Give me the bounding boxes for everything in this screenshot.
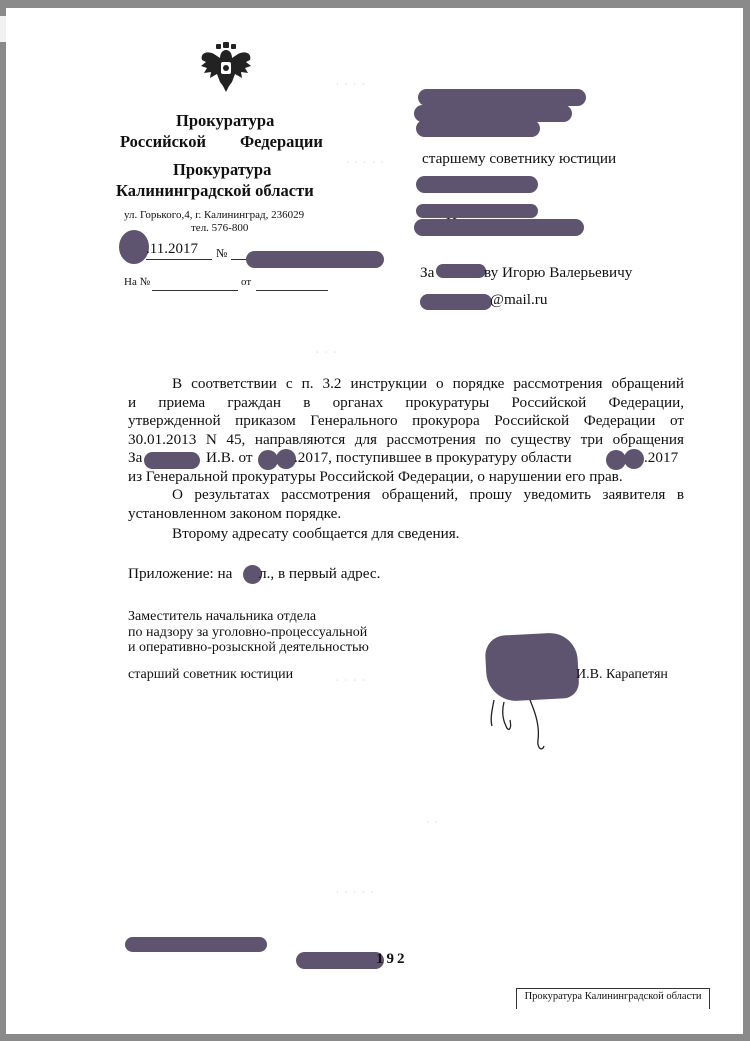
attachment-a: Приложение: на	[128, 565, 233, 582]
redaction-email	[420, 294, 492, 310]
body-p2-line-1: О результатах рассмотрения обращений, прошу уведомить заявителя в	[172, 486, 684, 503]
ref-label: На №	[124, 276, 151, 288]
redaction-date-1b	[276, 449, 296, 469]
addressee-prefix: За	[420, 264, 435, 281]
signer-name: И.В. Карапетян	[576, 667, 668, 682]
signer-title-line-2: по надзору за уголовно-процессуальной	[128, 625, 368, 640]
scan-noise: · · · ·	[336, 80, 367, 89]
org1-line1: Прокуратура	[176, 111, 275, 130]
org1-line2b: Федерации	[240, 132, 323, 151]
redaction-date-1a	[258, 450, 278, 470]
body-line-1: В соответствии с п. 3.2 инструкции о порядке рассмотрения обращений	[172, 375, 684, 392]
body-line-5-b: И.В. от	[206, 449, 253, 466]
letter-date: .11.2017	[146, 241, 198, 257]
scan-noise: · · · · ·	[336, 888, 376, 897]
body-p2-line-2: установленном законом порядке.	[128, 505, 342, 522]
redaction-date-2b	[624, 449, 644, 469]
recipient-rank: старшему советнику юстиции	[422, 150, 617, 167]
number-label: №	[216, 246, 228, 260]
attachment-b: л., в первый адрес.	[259, 565, 381, 582]
redaction-outgoing-number	[246, 251, 384, 268]
org2-line2: Калининградской области	[116, 181, 314, 200]
signer-title-line-1: Заместитель начальника отдела	[128, 609, 317, 624]
redaction-date-2a	[606, 450, 626, 470]
body-line-5-a: За	[128, 449, 143, 466]
redaction-date-day	[119, 230, 149, 264]
ref-underline	[152, 290, 238, 291]
footer-doc-number: 192	[376, 951, 408, 967]
body-line-2: и приема граждан в органах прокуратуры Российской Федерации,	[128, 394, 684, 411]
redaction-recipient-4	[416, 176, 538, 193]
redaction-complainant	[144, 452, 200, 469]
signer-rank: старший советник юстиции	[128, 667, 294, 682]
signature-strokes-icon	[484, 696, 564, 754]
body-line-3: утвержденной приказом Генерального прокурора Российской Федерации от	[128, 412, 684, 429]
redaction-footer-executor	[125, 937, 267, 952]
redaction-recipient-1	[418, 89, 586, 106]
ref-from: от	[241, 276, 252, 288]
coat-of-arms-icon	[196, 40, 256, 96]
org1-line2a: Российской	[120, 132, 206, 151]
scan-noise: · · · · ·	[346, 158, 386, 167]
document-page	[6, 8, 743, 1034]
body-line-5-d: .2017	[644, 449, 679, 466]
email-suffix: @mail.ru	[490, 291, 548, 308]
sender-address: ул. Горького,4, г. Калининград, 236029	[124, 209, 305, 221]
scan-noise: · · ·	[316, 348, 338, 357]
date-underline	[146, 259, 212, 260]
redaction-footer-number	[296, 952, 384, 969]
org2-line1: Прокуратура	[173, 160, 272, 179]
body-p3: Второму адресату сообщается для сведения.	[172, 525, 460, 542]
redaction-surname	[436, 264, 486, 278]
addressee-suffix: ву Игорю Валерьевичу	[484, 264, 633, 281]
registration-stamp: Прокуратура Калининградской области	[516, 988, 710, 1009]
ref-from-underline	[256, 290, 328, 291]
body-line-6: из Генеральной прокуратуры Российской Федерации, о нарушении его прав.	[128, 468, 623, 485]
scan-noise: · ·	[426, 818, 440, 827]
body-line-4: 30.01.2013 N 45, направляются для рассмотрения по существу три обращения	[128, 431, 684, 448]
scan-noise: · · · ·	[336, 676, 367, 685]
sender-phone: тел. 576-800	[191, 222, 249, 234]
signer-title-line-3: и оперативно-розыскной деятельностью	[128, 640, 369, 655]
redaction-recipient-6	[414, 219, 584, 236]
redaction-signature	[484, 632, 579, 703]
redaction-recipient-3	[416, 120, 540, 137]
redaction-recipient-5	[416, 204, 538, 218]
body-line-5-c: .2017, поступившее в прокуратуру области	[294, 449, 572, 466]
